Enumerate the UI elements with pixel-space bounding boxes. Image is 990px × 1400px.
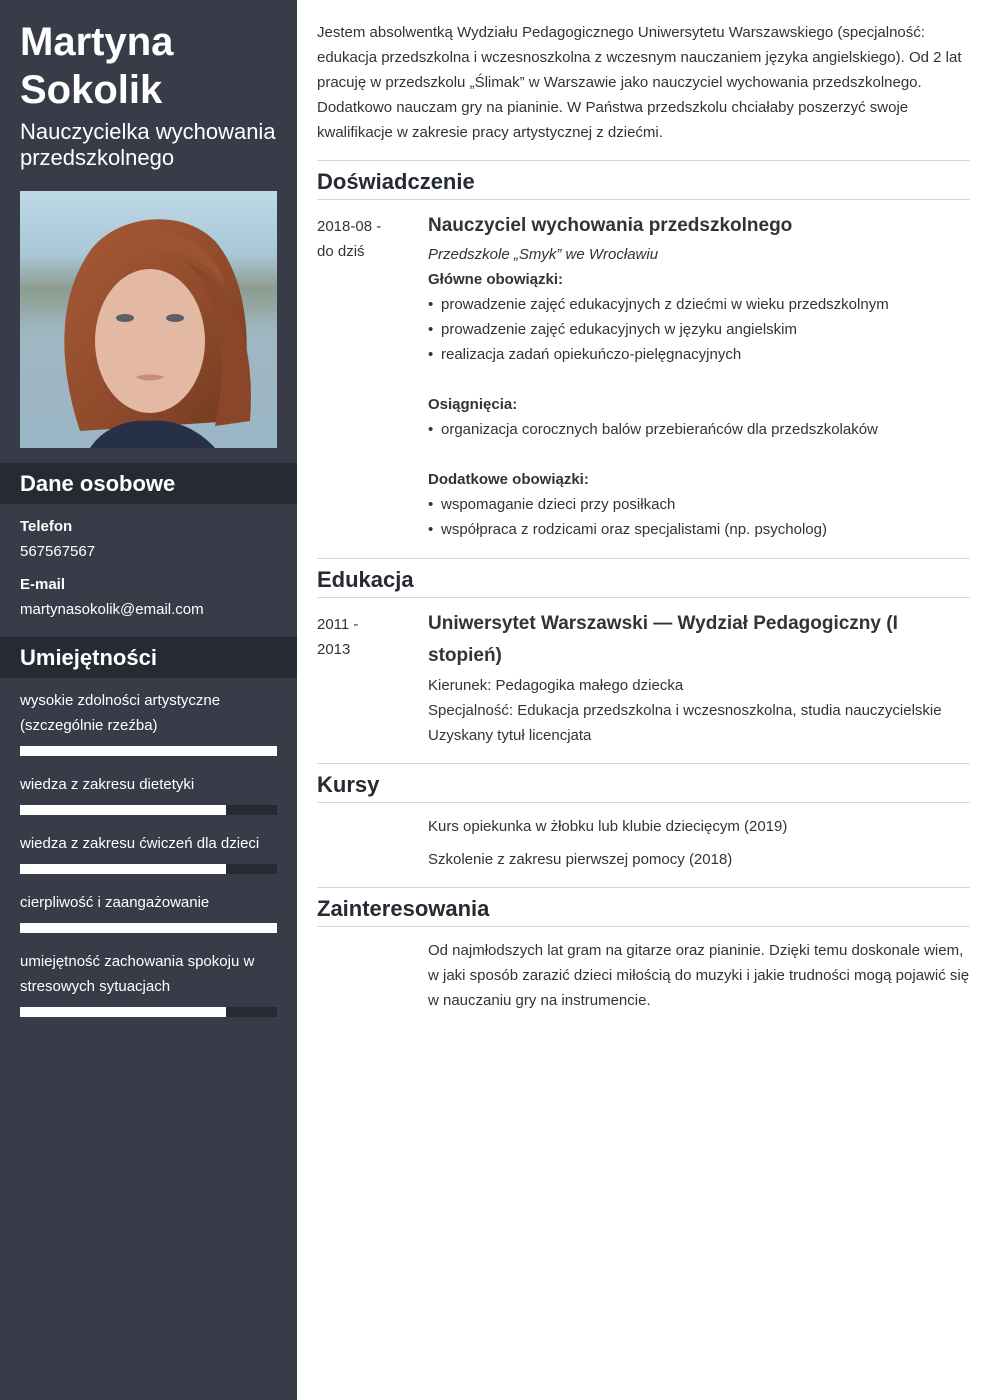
skill-bar — [20, 1007, 277, 1017]
courses-heading — [317, 763, 970, 803]
duties-heading: Główne obowiązki: — [428, 271, 564, 288]
date-to: 2013 — [317, 641, 351, 658]
skill-bar — [20, 746, 277, 756]
personal-data-heading-text: Dane osobowe — [20, 471, 176, 496]
specialty: Specjalność: Edukacja przedszkolna i wczesnoszkolna, studia nauczycielskie — [428, 702, 942, 719]
degree: Uzyskany tytuł licencjata — [428, 727, 592, 744]
education-heading-text: Edukacja — [317, 567, 414, 592]
list-item: • realizacja zadań opiekuńczo-pielęgnacyjnych — [428, 342, 970, 367]
list-item: • prowadzenie zajęć edukacyjnych w języku angielskim — [428, 317, 970, 342]
skill-bar — [20, 864, 277, 874]
skill-label: wiedza z zakresu dietetyki — [20, 776, 195, 793]
date-from: 2011 - — [317, 616, 359, 633]
email-label: E-mail — [20, 576, 66, 593]
extra-duties-heading: Dodatkowe obowiązki: — [428, 471, 589, 488]
date-from: 2018-08 - — [317, 218, 382, 235]
date-to: do dziś — [317, 243, 365, 260]
experience-heading-text: Doświadczenie — [317, 169, 475, 194]
education-entry — [428, 608, 970, 748]
skill-label: cierpliwość i zaangażowanie — [20, 894, 210, 911]
course-item: Kurs opiekunka w żłobku lub klubie dziecięcym (2019) — [428, 818, 788, 835]
phone-label: Telefon — [20, 518, 73, 535]
interests-text: Od najmłodszych lat gram na gitarze oraz pianinie. Dzięki temu doskonale wiem, w jaki sposób zarazić dzieci miłością do muzyki i jakie trudności mogą pojawić się w nauczaniu gry na instrumencie. — [428, 942, 970, 1009]
list-item: • współpraca z rodzicami oraz specjalistami (np. psycholog) — [428, 517, 970, 542]
extra-duties-list — [428, 492, 970, 542]
first-name: Martyna — [20, 20, 174, 64]
profile-summary: Jestem absolwentką Wydziału Pedagogicznego Uniwersytetu Warszawskiego (specjalność: edukacja przedszkolna i wczesnoszkolna z wczesnym nauczaniem języka angielskiego). Od 2 lat pracuję w przedszkolu „Ślimak” w Warszawie jako nauczyciel wychowania przedszkolnego. Dodatkowo nauczam gry na pianinie. W Państwa przedszkolu chciałaby poszerzyć swoje kwalifikacje w zakresie pracy artystycznej z dziećmi. — [317, 24, 962, 141]
last-name: Sokolik — [20, 68, 163, 112]
list-item: • prowadzenie zajęć edukacyjnych z dziećmi w wieku przedszkolnym — [428, 292, 970, 317]
duties-list — [428, 292, 970, 367]
list-item: • organizacja corocznych balów przebierańców dla przedszkolaków — [428, 417, 970, 442]
skill-bar — [20, 805, 277, 815]
skill-bar — [20, 923, 277, 933]
education-dates — [317, 612, 358, 662]
field-of-study: Kierunek: Pedagogika małego dziecka — [428, 677, 684, 694]
phone-value: 567567567 — [20, 543, 96, 560]
portrait-illustration — [20, 191, 277, 448]
courses-heading-text: Kursy — [317, 772, 380, 797]
skill-bar-fill — [20, 923, 277, 933]
course-item: Szkolenie z zakresu pierwszej pomocy (2018) — [428, 851, 733, 868]
skill-label: umiejętność zachowania spokoju w stresowych sytuacjach — [20, 953, 255, 995]
experience-dates — [317, 214, 381, 264]
employer: Przedszkole „Smyk” we Wrocławiu — [428, 246, 659, 263]
job-title: Nauczycielka wychowania przedszkolnego — [20, 119, 276, 170]
skill-bar-fill — [20, 1007, 226, 1017]
interests-heading-text: Zainteresowania — [317, 896, 490, 921]
school-name: Uniwersytet Warszawski — Wydział Pedagogiczny (I stopień) — [428, 613, 898, 666]
sidebar — [0, 0, 297, 1400]
list-item: • wspomaganie dzieci przy posiłkach — [428, 492, 970, 517]
position-title: Nauczyciel wychowania przedszkolnego — [428, 215, 793, 236]
education-heading — [317, 558, 970, 598]
skill-bar-fill — [20, 805, 226, 815]
email-value: martynasokolik@email.com — [20, 601, 204, 618]
achievements-list — [428, 417, 970, 442]
skill-label: wiedza z zakresu ćwiczeń dla dzieci — [20, 835, 260, 852]
personal-data-heading — [0, 463, 297, 504]
experience-heading — [317, 160, 970, 200]
profile-photo — [20, 191, 277, 448]
interests-heading — [317, 887, 970, 927]
skills-heading-text: Umiejętności — [20, 645, 157, 670]
skill-bar-fill — [20, 864, 226, 874]
skill-bar-fill — [20, 746, 277, 756]
skills-heading — [0, 637, 297, 678]
achievements-heading: Osiągnięcia: — [428, 396, 518, 413]
candidate-name — [20, 18, 173, 114]
experience-entry — [428, 213, 970, 542]
skill-label: wysokie zdolności artystyczne (szczególnie rzeźba) — [20, 692, 221, 734]
